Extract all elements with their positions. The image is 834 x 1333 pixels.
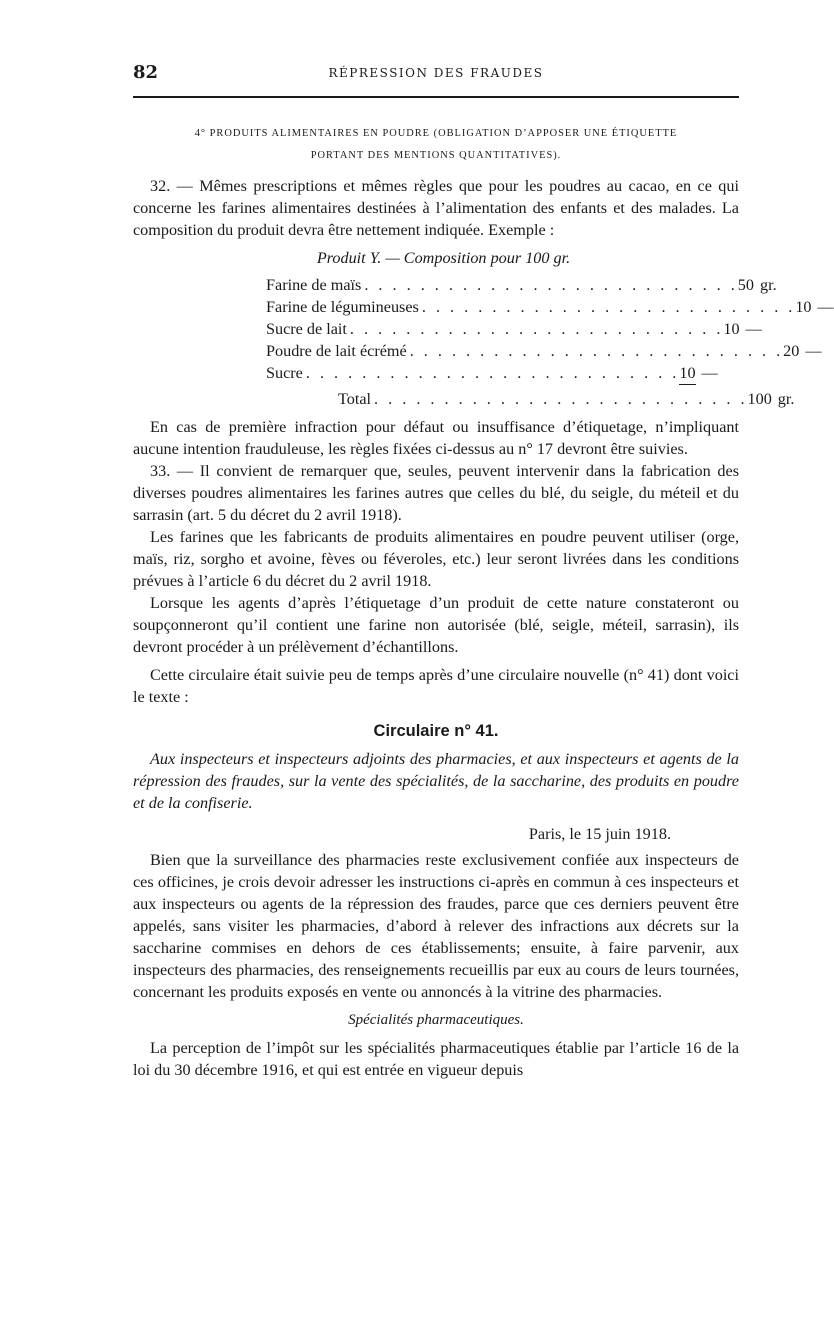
ingredient-qty: 10 (795, 298, 812, 316)
paragraph-32: 32. — Mêmes prescriptions et mêmes règles que pour les poudres au cacao, en ce qui concerne les farines alimentaires destinées à l’alimentation des enfants et des malades. La composition du produit devra être nettement indiquée. Exemple : (133, 177, 739, 239)
total-label: Total (338, 390, 372, 408)
leader-dots: . . . . . . . . . . . . . . . . . . . . . . . . . . . (409, 342, 784, 360)
total-row (266, 388, 795, 410)
paragraph-perception: La perception de l’impôt sur les spécialités pharmaceutiques établie par l’article 16 de la loi du 30 décembre 1916, et qui est entrée en vigueur depuis (133, 1039, 739, 1079)
ingredient-name: Poudre de lait écrémé (266, 342, 407, 360)
composition-table (266, 247, 834, 410)
ingredient-row (266, 340, 822, 362)
paragraph-agents: Lorsque les agents d’après l’étiquetage d’un produit de cette nature constateront ou soupçonneront qu’il contient une farine non autorisée (blé, seigle, méteil, sarrasin), ils devront procéder à un prélèvement d’échantillons. (133, 594, 739, 656)
ingredient-unit: — (805, 342, 822, 360)
paragraph-farines: Les farines que les fabricants de produits alimentaires en poudre peuvent utiliser (orge, maïs, riz, sorgho et avoine, fèves ou féveroles, etc.) leur seront livrées dans les conditions prévues à l’article 6 du décret du 2 avril 1918. (133, 528, 739, 590)
circular-title: Circulaire n° 41. (373, 722, 499, 740)
ingredient-unit: — (701, 364, 718, 382)
header-rule (133, 96, 739, 98)
ingredient-name: Farine de légumineuses (266, 298, 419, 316)
total-unit: gr. (777, 390, 795, 408)
subheading-specialites: Spécialités pharmaceutiques. (348, 1012, 524, 1028)
ingredient-row (266, 362, 718, 384)
ingredient-row (266, 274, 777, 296)
total-qty: 100 (747, 390, 772, 408)
running-title: RÉPRESSION DES FRAUDES (328, 66, 544, 80)
ingredient-row (266, 296, 834, 318)
paragraph-bien-que: Bien que la surveillance des pharmacies reste exclusivement confiée aux inspecteurs de ces officines, je crois devoir adresser les instructions ci-après en commun à ces inspecteurs et aux inspecteurs ou agents de la répression des fraudes, parce que ces derniers peuvent être appelés, sans visiter les pharmacies, d’abord à relever des infractions aux décrets sur la saccharine commises en dehors de ces établissements; ensuite, à faire parvenir, aux inspecteurs des pharmacies, des renseignements recueillis par eux au cours de leurs tournées, concernant les produits exposés en vente ou annoncés à la vitrine des pharmacies. (133, 851, 739, 1001)
ingredient-unit: — (817, 298, 834, 316)
page-header (133, 62, 739, 86)
leader-dots: . . . . . . . . . . . . . . . . . . . . . . . . . . . (364, 276, 738, 294)
section-heading (133, 123, 739, 167)
composition-title: Produit Y. — Composition pour 100 gr. (316, 249, 571, 267)
leader-dots: . . . . . . . . . . . . . . . . . . . . . . . . . . . (349, 320, 724, 338)
ingredient-qty: 10 (723, 320, 740, 338)
section-heading-line2: PORTANT DES MENTIONS QUANTITATIVES). (310, 150, 562, 161)
leader-dots: . . . . . . . . . . . . . . . . . . . . . . . . . . . (305, 364, 680, 382)
ingredient-unit: gr. (759, 276, 777, 294)
ingredient-name: Sucre de lait (266, 320, 347, 338)
ingredient-row (266, 318, 762, 340)
body-text (133, 123, 834, 1081)
leader-dots: . . . . . . . . . . . . . . . . . . . . . . . . . . . (374, 390, 748, 408)
ingredient-name: Farine de maïs (266, 276, 362, 294)
ingredient-unit: — (745, 320, 762, 338)
ingredient-name: Sucre (266, 364, 303, 382)
ingredient-qty: 50 (737, 276, 754, 294)
ingredient-qty: 10 (679, 362, 695, 385)
circular-address: Aux inspecteurs et inspecteurs adjoints des pharmacies, et aux inspecteurs et agents de la répression des fraudes, sur la vente des spécialités, de la saccharine, des produits en poudre et de la confiserie. (133, 750, 739, 812)
dateline: Paris, le 15 juin 1918. (528, 825, 671, 843)
page-number: 82 (133, 62, 159, 83)
paragraph-circulaire-suivie: Cette circulaire était suivie peu de temps après d’une circulaire nouvelle (n° 41) dont voici le texte : (133, 666, 739, 706)
paragraph-infraction: En cas de première infraction pour défaut ou insuffisance d’étiquetage, n’impliquant aucune intention frauduleuse, les règles fixées ci-dessus au n° 17 devront être suivies. (133, 418, 739, 458)
ingredient-qty: 20 (783, 342, 800, 360)
section-heading-line1: 4° PRODUITS ALIMENTAIRES EN POUDRE (OBLIGATION D’APPOSER UNE ÉTIQUETTE (194, 128, 678, 139)
paragraph-33: 33. — Il convient de remarquer que, seules, peuvent intervenir dans la fabrication des diverses poudres alimentaires les farines autres que celles du blé, du seigle, du méteil et du sarrasin (art. 5 du décret du 2 avril 1918). (133, 462, 739, 524)
leader-dots: . . . . . . . . . . . . . . . . . . . . . . . . . . . (421, 298, 796, 316)
